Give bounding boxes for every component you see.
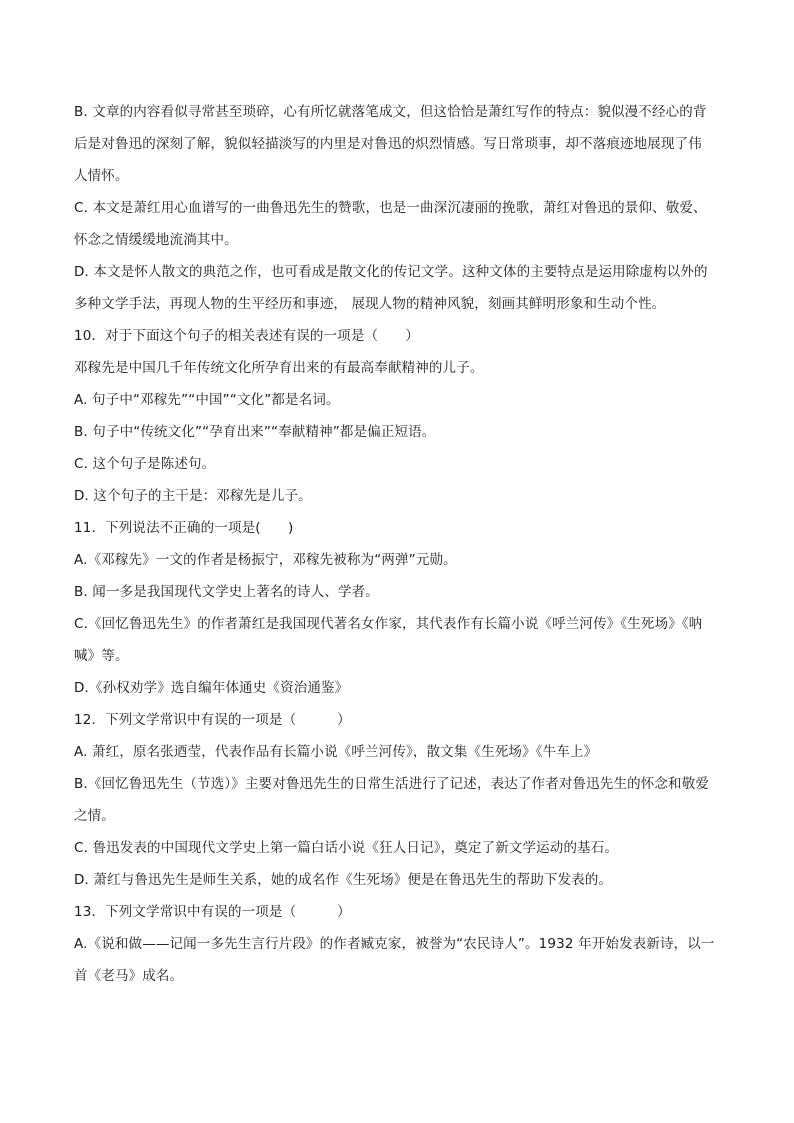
q13-option-a-line-1: A.《说和做——记闻一多先生言行片段》的作者臧克家，被誉为“农民诗人”。1932 年开始发表新诗，以一 [74, 936, 715, 952]
q9-option-b-line-2: 后是对鲁迅的深刻了解，貌似轻描淡写的内里是对鲁迅的炽烈情感。写日常琐事，却不落痕迹地展现了伟 [74, 136, 702, 152]
q10-stem: 10．对于下面这个句子的相关表述有误的一项是（ ） [74, 328, 420, 344]
q9-option-c-line-2: 怀念之情缓缓地流淌其中。 [74, 232, 238, 248]
q10-sentence: 邓稼先是中国几千年传统文化所孕育出来的有最高奉献精神的儿子。 [74, 360, 484, 376]
q10-option-c: C. 这个句子是陈述句。 [74, 456, 216, 472]
q9-option-b-line-1: B. 文章的内容看似寻常甚至琐碎，心有所忆就落笔成文，但这恰恰是萧红写作的特点：貌似漫不经心的背 [74, 104, 707, 120]
q12-option-b-line-2: 之情。 [74, 808, 115, 824]
q13-option-a-line-2: 首《老马》成名。 [74, 968, 184, 984]
q11-option-d: D.《孙权劝学》选自编年体通史《资治通鉴》 [74, 680, 349, 696]
q10-option-a: A. 句子中“邓稼先”“中国”“文化”都是名词。 [74, 392, 340, 408]
q11-option-c-line-1: C.《回忆鲁迅先生》的作者萧红是我国现代著名女作家，其代表作有长篇小说《呼兰河传》《生死场》《呐 [74, 616, 703, 632]
q12-option-d: D. 萧红与鲁迅先生是师生关系，她的成名作《生死场》便是在鲁迅先生的帮助下发表的。 [74, 872, 613, 888]
q12-option-a: A. 萧红，原名张迺莹，代表作品有长篇小说《呼兰河传》，散文集《生死场》《牛车上》 [74, 744, 598, 760]
q11-option-b: B. 闻一多是我国现代文学史上著名的诗人、学者。 [74, 584, 379, 600]
q10-option-d: D. 这个句子的主干是：邓稼先是儿子。 [74, 488, 312, 504]
q9-option-d-line-1: D. 本文是怀人散文的典范之作，也可看成是散文化的传记文学。这种文体的主要特点是运用除虚构以外的 [74, 264, 708, 280]
q11-stem: 11．下列说法不正确的一项是( ) [74, 520, 294, 536]
q9-option-c-line-1: C. 本文是萧红用心血谱写的一曲鲁迅先生的赞歌，也是一曲深沉凄丽的挽歌，萧红对鲁迅的景仰、敬爱、 [74, 200, 707, 216]
q12-stem: 12．下列文学常识中有误的一项是（ ） [74, 712, 351, 728]
q9-option-d-line-2: 多种文学手法，再现人物的生平经历和事迹， 展现人物的精神风貌，刻画其鲜明形象和生动个性。 [74, 296, 666, 312]
q12-option-c: C. 鲁迅发表的中国现代文学史上第一篇白话小说《狂人日记》，奠定了新文学运动的基石。 [74, 840, 619, 856]
q12-option-b-line-1: B.《回忆鲁迅先生（节选）》主要对鲁迅先生的日常生活进行了记述，表达了作者对鲁迅先生的怀念和敬爱 [74, 776, 710, 792]
q13-stem: 13．下列文学常识中有误的一项是（ ） [74, 904, 351, 920]
q11-option-a: A.《邓稼先》一文的作者是杨振宁，邓稼先被称为“两弹”元勋。 [74, 552, 457, 568]
q11-option-c-line-2: 喊》等。 [74, 648, 129, 664]
document-page [74, 96, 730, 992]
q10-option-b: B. 句子中“传统文化”“孕育出来”“奉献精神”都是偏正短语。 [74, 424, 436, 440]
q9-option-b-line-3: 人情怀。 [74, 168, 129, 184]
